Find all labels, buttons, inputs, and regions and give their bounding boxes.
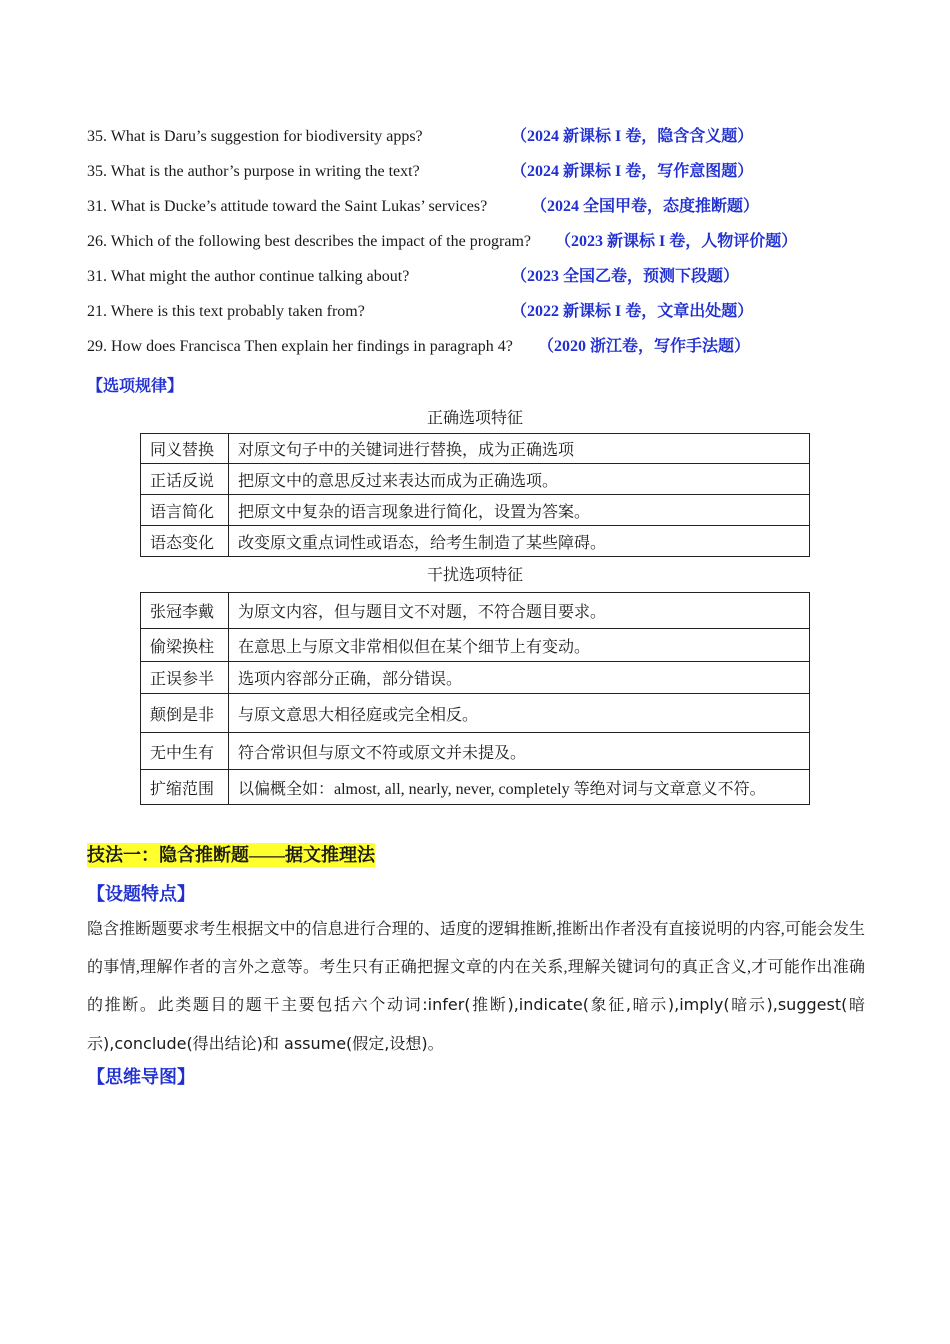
correct-table-caption: 正确选项特征	[426, 410, 523, 427]
technique-title: 技法一：隐含推断题——据文推理法	[87, 845, 375, 865]
question-line	[87, 302, 754, 322]
question-line	[87, 337, 751, 357]
question-source: （2022 新课标 I 卷，文章出处题）	[511, 303, 754, 320]
table-row	[141, 662, 810, 694]
table-cell-name: 无中生有	[141, 733, 229, 770]
question-text: 29. How does Francisca Then explain her findings in paragraph 4?	[87, 338, 513, 355]
table-cell-name: 偷梁换柱	[141, 629, 229, 662]
table-cell-name: 颠倒是非	[141, 694, 229, 733]
table-cell-desc: 改变原文重点词性或语态，给考生制造了某些障碍。	[229, 526, 810, 557]
question-line	[87, 127, 754, 147]
question-text: 35. What is the author’s purpose in writing the text?	[87, 163, 420, 180]
question-line	[87, 197, 760, 217]
table-cell-name: 语态变化	[141, 526, 229, 557]
table-row	[141, 495, 810, 526]
table-cell-name: 扩缩范围	[141, 770, 229, 805]
question-line	[87, 267, 740, 287]
question-source: （2023 全国乙卷，预测下段题）	[511, 268, 740, 285]
table-cell-name: 张冠李戴	[141, 593, 229, 629]
table-row	[141, 629, 810, 662]
table-cell-desc: 对原文句子中的关键词进行替换，成为正确选项	[229, 434, 810, 464]
question-text: 26. Which of the following best describes the impact of the program?	[87, 233, 532, 250]
table-row	[141, 733, 810, 770]
table-cell-desc: 以偏概全如：almost, all, nearly, never, completely 等绝对词与文章意义不符。	[229, 770, 810, 805]
table-cell-name: 同义替换	[141, 434, 229, 464]
paragraph-verbs: :infer(推断),indicate(象征,暗示),imply(暗示),suggest(暗示),conclude(得出结论)和 assume(假定,设想)。	[87, 995, 865, 1053]
question-source: （2024 全国甲卷，态度推断题）	[531, 198, 760, 215]
paragraph-text: 隐含推断题要求考生根据文中的信息进行合理的、适度的逻辑推断,推断出作者没有直接说明的内容,可能会发生的事情,理解作者的言外之意等。考生只有正确把握文章的内在关系,理解关键词句的真正含义,才可能作出准确的推断。此类题目的题干主要包括六个动词	[87, 921, 865, 1014]
table-cell-desc: 与原文意思大相径庭或完全相反。	[229, 694, 810, 733]
table-cell-desc: 符合常识但与原文不符或原文并未提及。	[229, 733, 810, 770]
table-cell-name: 语言简化	[141, 495, 229, 526]
distractor-options-table	[140, 592, 810, 805]
table-cell-name: 正话反说	[141, 464, 229, 495]
table-cell-desc: 在意思上与原文非常相似但在某个细节上有变动。	[229, 629, 810, 662]
question-line	[87, 162, 754, 182]
table-cell-desc: 把原文中复杂的语言现象进行简化，设置为答案。	[229, 495, 810, 526]
question-source: （2024 新课标 I 卷，写作意图题）	[511, 163, 754, 180]
features-paragraph	[87, 911, 865, 1063]
distractor-table-caption: 干扰选项特征	[426, 567, 523, 584]
table-cell-name: 正误参半	[141, 662, 229, 694]
table-row	[141, 694, 810, 733]
table-cell-desc: 选项内容部分正确，部分错误。	[229, 662, 810, 694]
question-text: 21. Where is this text probably taken from?	[87, 303, 365, 320]
question-source: （2024 新课标 I 卷，隐含含义题）	[511, 128, 754, 145]
table-row	[141, 526, 810, 557]
features-heading: 【设题特点】	[87, 884, 195, 904]
correct-options-table	[140, 433, 810, 557]
table-row	[141, 593, 810, 629]
question-line	[87, 232, 798, 252]
question-text: 31. What is Ducke’s attitude toward the Saint Lukas’ services?	[87, 198, 488, 215]
table-row	[141, 770, 810, 805]
question-source: （2023 新课标 I 卷，人物评价题）	[555, 233, 798, 250]
table-cell-desc: 把原文中的意思反过来表达而成为正确选项。	[229, 464, 810, 495]
table-row	[141, 434, 810, 464]
options-heading: 【选项规律】	[87, 378, 184, 395]
table-row	[141, 464, 810, 495]
question-text: 35. What is Daru’s suggestion for biodiversity apps?	[87, 128, 423, 145]
mindmap-heading: 【思维导图】	[87, 1067, 195, 1087]
question-source: （2020 浙江卷，写作手法题）	[538, 338, 751, 355]
question-text: 31. What might the author continue talking about?	[87, 268, 410, 285]
table-cell-desc: 为原文内容，但与题目文不对题，不符合题目要求。	[229, 593, 810, 629]
